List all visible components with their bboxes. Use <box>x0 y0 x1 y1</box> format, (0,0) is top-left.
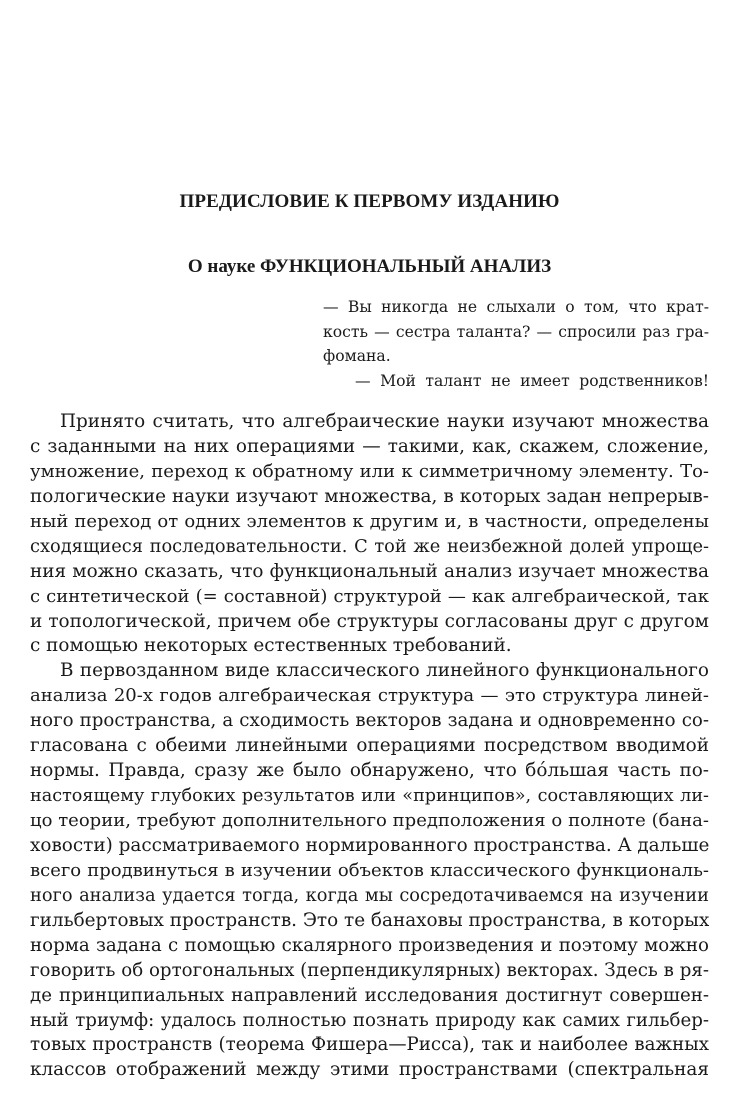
text-line: с заданными на них операциями — такими, как, скажем, сложение, <box>30 435 709 457</box>
text-line: ния можно сказать, что функциональный анализ изучает множества <box>30 560 709 582</box>
paragraph-1 <box>30 410 709 659</box>
text-line: сходящиеся последовательности. С той же неизбежной долей упроще- <box>30 535 709 557</box>
text-line: норма задана с помощью скалярного произведения и поэтому можно <box>30 934 709 956</box>
text-line: классов отображений между этими пространствами (спектральная <box>30 1059 709 1081</box>
text-line: ный переход от одних элементов к другим и, в частности, определены <box>30 510 709 532</box>
text-line: цо теории, требуют дополнительного предположения о полноте (бана- <box>30 810 709 831</box>
text-line: товых пространств (теорема Фишера—Рисса), так и наиболее важных <box>30 1034 709 1056</box>
text-line: гильбертовых пространств. Это те банаховы пространства, в которых <box>30 909 709 931</box>
text-line: ного анализа удается тогда, когда мы сосредотачиваемся на изучении <box>30 884 709 906</box>
text-line: с помощью некоторых естественных требований. <box>30 635 512 657</box>
text-line: Принято считать, что алгебраические науки изучают множества <box>60 411 709 432</box>
epigraph-line: кость — сестра таланта? — спросили раз гра- <box>323 322 709 341</box>
text-line: анализа 20-х годов алгебраическая структура — это структура линей- <box>30 685 709 707</box>
text-line: ного пространства, а сходимость векторов задана и одновременно со- <box>30 710 709 732</box>
text-line: нормы. Правда, сразу же было обнаружено, что бóльшая часть по- <box>30 760 709 782</box>
text-line: говорить об ортогональных (перпендикулярных) векторах. Здесь в ря- <box>30 959 709 981</box>
text-line: настоящему глубоких результатов или «принципов», составляющих ли- <box>30 786 709 807</box>
epigraph-line: фомана. <box>323 347 391 365</box>
text-line: де принципиальных направлений исследования достигнут совершен- <box>30 984 709 1006</box>
text-line: В первозданном виде классического линейного функционального <box>60 660 709 682</box>
epigraph-line: — Мой талант не имеет родственников! <box>355 371 709 390</box>
text-line: с синтетической (= составной) структурой — как алгебраической, так <box>30 585 709 607</box>
epigraph <box>323 295 709 393</box>
text-line: ховости) рассматриваемого нормированного пространства. А дальше <box>30 834 709 856</box>
section-title: О науке ФУНКЦИОНАЛЬНЫЙ АНАЛИЗ <box>187 256 552 277</box>
body-text <box>30 410 709 1083</box>
paragraph-2 <box>30 659 709 1083</box>
text-line: всего продвинуться в изучении объектов классического функциональ- <box>30 859 709 881</box>
preface-title: ПРЕДИСЛОВИЕ К ПЕРВОМУ ИЗДАНИЮ <box>179 191 560 212</box>
epigraph-line: — Вы никогда не слыхали о том, что крат- <box>323 298 709 316</box>
text-line: пологические науки изучают множества, в которых задан непрерыв- <box>30 485 709 507</box>
text-line: умножение, переход к обратному или к симметричному элементу. То- <box>30 460 709 482</box>
text-line: гласована с обеими линейными операциями посредством вводимой <box>30 735 709 757</box>
text-line: и топологической, причем обе структуры согласованы друг с другом <box>30 610 709 632</box>
text-line: ный триумф: удалось полностью познать природу как самих гильбер- <box>30 1009 709 1031</box>
